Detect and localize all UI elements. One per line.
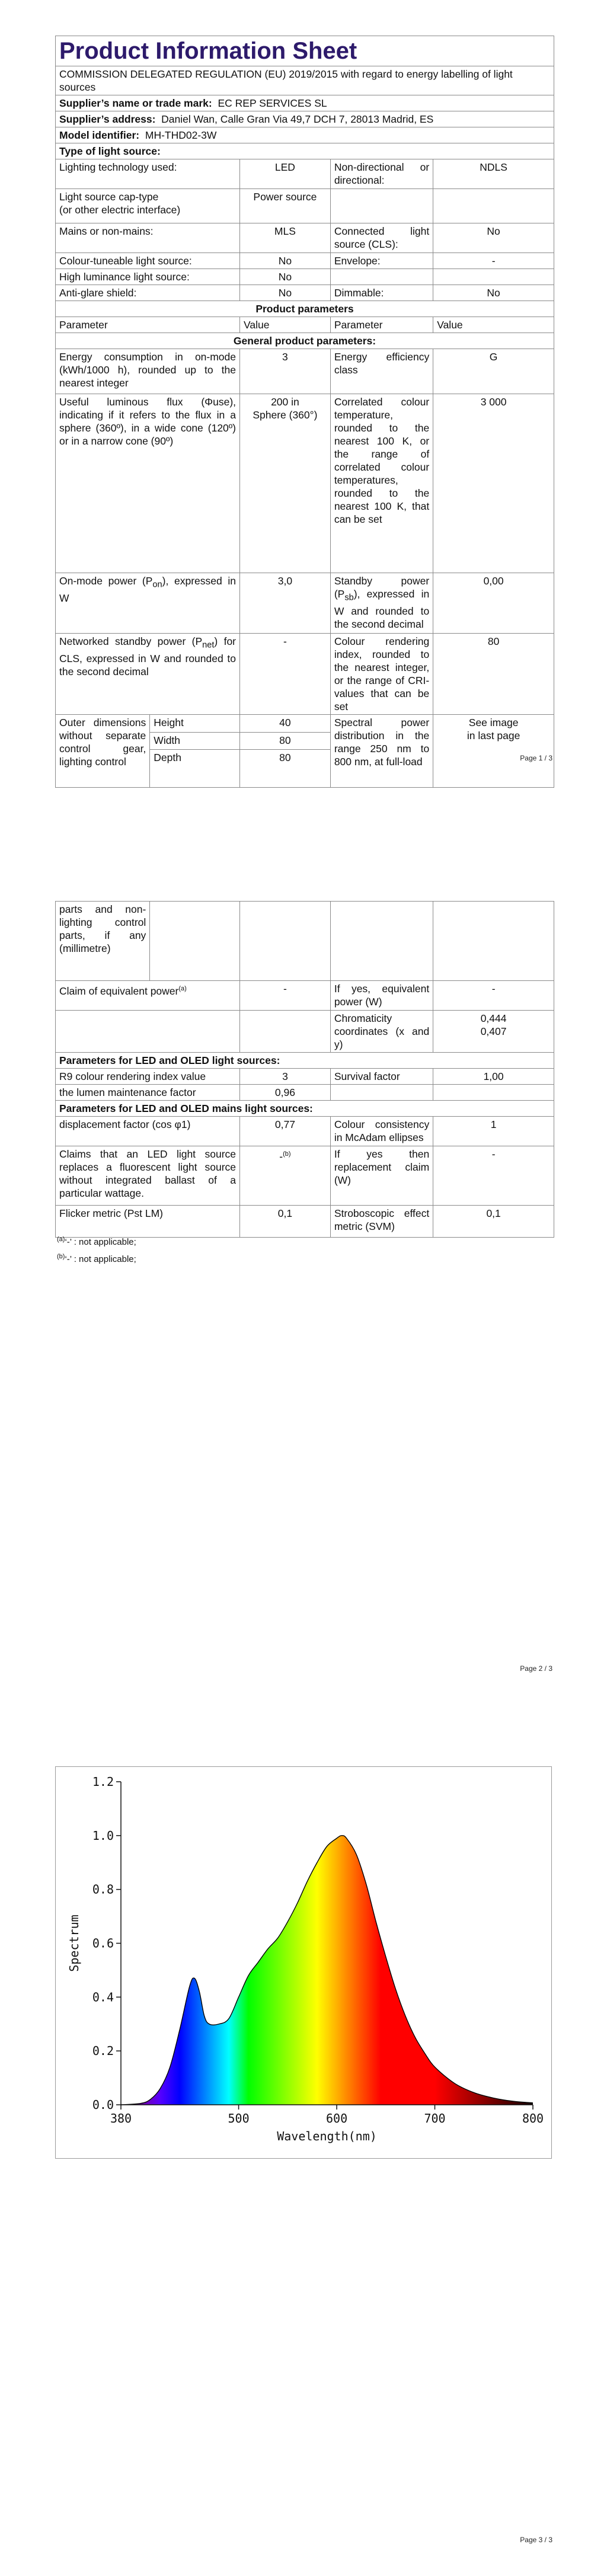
claim-power-label: Claim of equivalent power$^{(a)}$ <box>56 981 240 1011</box>
page-2 <box>0 842 607 1689</box>
col-header-value: Value <box>240 317 331 333</box>
standby-power-label: Standby power $(P_{sb})$, expressed in W and rounded to the second decimal <box>330 573 433 634</box>
x-axis-label: Wavelength(nm) <box>277 2129 377 2143</box>
survival-factor-label: Survival factor <box>330 1069 433 1085</box>
y-tick-label: 1.0 <box>92 1828 114 1843</box>
y-axis-label: Spectrum <box>67 1915 81 1972</box>
info-table-page-2 <box>55 901 554 1238</box>
col-header-parameter: Parameter <box>56 317 240 333</box>
footnotes <box>57 1232 136 1267</box>
spectrum-area <box>121 1836 533 2105</box>
spectral-distribution-value: See image in last page <box>433 715 554 788</box>
general-parameters-heading: General product parameters: <box>56 333 554 349</box>
equivalent-power-value: - <box>433 981 554 1011</box>
tech-label: Lighting technology used: <box>56 159 240 189</box>
fluorescent-claim-value: -$^{(b)}$ <box>240 1146 331 1206</box>
lumen-maintenance-value: 0,96 <box>240 1085 331 1101</box>
tech-value: LED <box>240 159 331 189</box>
y-tick-label: 0.8 <box>92 1882 114 1897</box>
displacement-factor-value: 0,77 <box>240 1117 331 1146</box>
replacement-claim-value: - <box>433 1146 554 1206</box>
led-parameters-heading: Parameters for LED and OLED light sources: <box>56 1053 554 1069</box>
cls-label: Connected light source (CLS): <box>330 223 433 253</box>
depth-label: Depth <box>150 750 240 788</box>
anti-glare-value: No <box>240 285 331 301</box>
mains-parameters-heading: Parameters for LED and OLED mains light sources: <box>56 1101 554 1117</box>
energy-consumption-value: 3 <box>240 349 331 394</box>
mains-label: Mains or non-mains: <box>56 223 240 253</box>
on-mode-power-value: 3,0 <box>240 573 331 634</box>
model-label: Model identifier: <box>59 129 140 141</box>
col-header-parameter-2: Parameter <box>330 317 433 333</box>
y-tick-label: 1.2 <box>92 1775 114 1789</box>
anti-glare-label: Anti-glare shield: <box>56 285 240 301</box>
networked-standby-value: - <box>240 634 331 715</box>
col-header-value-2: Value <box>433 317 554 333</box>
replacement-claim-label: If yes then replacement claim (W) <box>330 1146 433 1206</box>
supplier-address-label: Supplier’s address: <box>59 113 156 125</box>
cap-label <box>56 189 240 223</box>
cls-value: No <box>433 223 554 253</box>
x-tick-label: 380 <box>110 2111 132 2126</box>
supplier-address: Daniel Wan, Calle Gran Via 49,7 DCH 7, 28013 Madrid, ES <box>161 113 434 125</box>
cri-label: Colour rendering index, rounded to the nearest integer, or the range of CRI-values that can be set <box>330 634 433 715</box>
envelope-value: - <box>433 253 554 269</box>
survival-factor-value: 1,00 <box>433 1069 554 1085</box>
luminous-flux-value <box>240 394 331 573</box>
cap-value: Power source <box>240 189 331 223</box>
directional-value: NDLS <box>433 159 554 189</box>
envelope-label: Envelope: <box>330 253 433 269</box>
chromaticity-value: 0,444 0,407 <box>433 1011 554 1053</box>
page-number-3: Page 3 / 3 <box>520 2536 552 2544</box>
stroboscopic-value: 0,1 <box>433 1206 554 1238</box>
cri-value: 80 <box>433 634 554 715</box>
cct-value: 3 000 <box>433 394 554 573</box>
luminous-flux-value-line2: Sphere (360°) <box>253 409 318 421</box>
page-title: Product Information Sheet <box>56 36 554 66</box>
height-value: 40 <box>240 715 331 733</box>
mains-value: MLS <box>240 223 331 253</box>
colour-consistency-label: Colour consistency in McAdam ellipses <box>330 1117 433 1146</box>
y-tick-label: 0.0 <box>92 2098 114 2112</box>
width-value: 80 <box>240 732 331 750</box>
efficiency-class-value: G <box>433 349 554 394</box>
on-mode-power-label: On-mode power $(P_{on})$, expressed in W <box>56 573 240 634</box>
lumen-maintenance-label: the lumen maintenance factor <box>56 1085 240 1101</box>
x-tick-label: 800 <box>522 2111 544 2126</box>
colour-tuneable-label: Colour-tuneable light source: <box>56 253 240 269</box>
footnote-b: $^{(b)}$‘-’ : not applicable; <box>57 1253 136 1264</box>
supplier-name-row <box>56 95 554 111</box>
cct-label: Correlated colour temperature, rounded to the nearest 100 K, or the range of correlated colour temperatures, rounded to the nearest 100 K, that can be set <box>330 394 433 573</box>
spectrum-chart-svg <box>56 1767 551 2158</box>
page-3 <box>0 1689 607 2576</box>
colour-tuneable-value: No <box>240 253 331 269</box>
y-tick-label: 0.2 <box>92 2044 114 2059</box>
directional-label: Non-directional or directional: <box>330 159 433 189</box>
displacement-factor-label: displacement factor (cos φ1) <box>56 1117 240 1146</box>
depth-value: 80 <box>240 750 331 788</box>
spectral-distribution-label: Spectral power distribution in the range 250 nm to 800 nm, at full-load <box>330 715 433 788</box>
dimmable-value: No <box>433 285 554 301</box>
outer-dimensions-label-cont: parts and non-lighting control parts, if any (millimetre) <box>56 902 150 981</box>
chromaticity-label: Chromaticity coordinates (x and y) <box>330 1011 433 1053</box>
colour-consistency-value: 1 <box>433 1117 554 1146</box>
cap-label-line1: Light source cap-type <box>59 191 159 203</box>
efficiency-class-label: Energy efficiency class <box>330 349 433 394</box>
cap-label-line2: (or other electric interface) <box>59 204 181 216</box>
spectrum-chart <box>55 1766 552 2159</box>
x-tick-label: 500 <box>228 2111 250 2126</box>
luminous-flux-label: Useful luminous flux (Φuse), indicating if it refers to the flux in a sphere (360º), in a wide cone (120º) or in a narrow cone (90º) <box>56 394 240 573</box>
page-number-1: Page 1 / 3 <box>520 754 552 762</box>
networked-standby-label: Networked standby power $(P_{net})$ for CLS, expressed in W and rounded to the second decimal <box>56 634 240 715</box>
supplier-name-label: Supplier’s name or trade mark: <box>59 97 212 109</box>
stroboscopic-label: Stroboscopic effect metric (SVM) <box>330 1206 433 1238</box>
model-row <box>56 127 554 143</box>
flicker-value: 0,1 <box>240 1206 331 1238</box>
r9-value: 3 <box>240 1069 331 1085</box>
page-1 <box>0 0 607 842</box>
width-label: Width <box>150 732 240 750</box>
y-tick-label: 0.4 <box>92 1990 114 2005</box>
y-tick-label: 0.6 <box>92 1936 114 1951</box>
r9-label: R9 colour rendering index value <box>56 1069 240 1085</box>
luminous-flux-value-line1: 200 in <box>271 396 299 408</box>
claim-power-value: - <box>240 981 331 1011</box>
dimmable-label: Dimmable: <box>330 285 433 301</box>
outer-dimensions-label: Outer dimensions without separate control gear, lighting control <box>56 715 150 788</box>
height-label: Height <box>150 715 240 733</box>
high-luminance-value: No <box>240 269 331 285</box>
x-tick-label: 700 <box>424 2111 446 2126</box>
info-table-page-1 <box>55 36 554 788</box>
light-type-heading: Type of light source: <box>56 143 554 159</box>
model-identifier: MH-THD02-3W <box>145 129 217 141</box>
standby-power-value: 0,00 <box>433 573 554 634</box>
supplier-name: EC REP SERVICES SL <box>218 97 327 109</box>
x-tick-label: 600 <box>325 2111 348 2126</box>
spectrum-plot-area <box>92 1775 544 2126</box>
flicker-label: Flicker metric (Pst LM) <box>56 1206 240 1238</box>
equivalent-power-label: If yes, equivalent power (W) <box>330 981 433 1011</box>
page-number-2: Page 2 / 3 <box>520 1664 552 1673</box>
fluorescent-claim-label: Claims that an LED light source replaces a fluorescent light source without integrated ballast of a particular wattage. <box>56 1146 240 1206</box>
supplier-address-row <box>56 111 554 127</box>
high-luminance-label: High luminance light source: <box>56 269 240 285</box>
footnote-a: $^{(a)}$‘-’ : not applicable; <box>57 1236 136 1247</box>
energy-consumption-label: Energy consumption in on-mode (kWh/1000 h), rounded up to the nearest integer <box>56 349 240 394</box>
product-parameters-heading: Product parameters <box>56 301 554 317</box>
regulation-text: COMMISSION DELEGATED REGULATION (EU) 2019/2015 with regard to energy labelling of light sources <box>56 66 554 95</box>
